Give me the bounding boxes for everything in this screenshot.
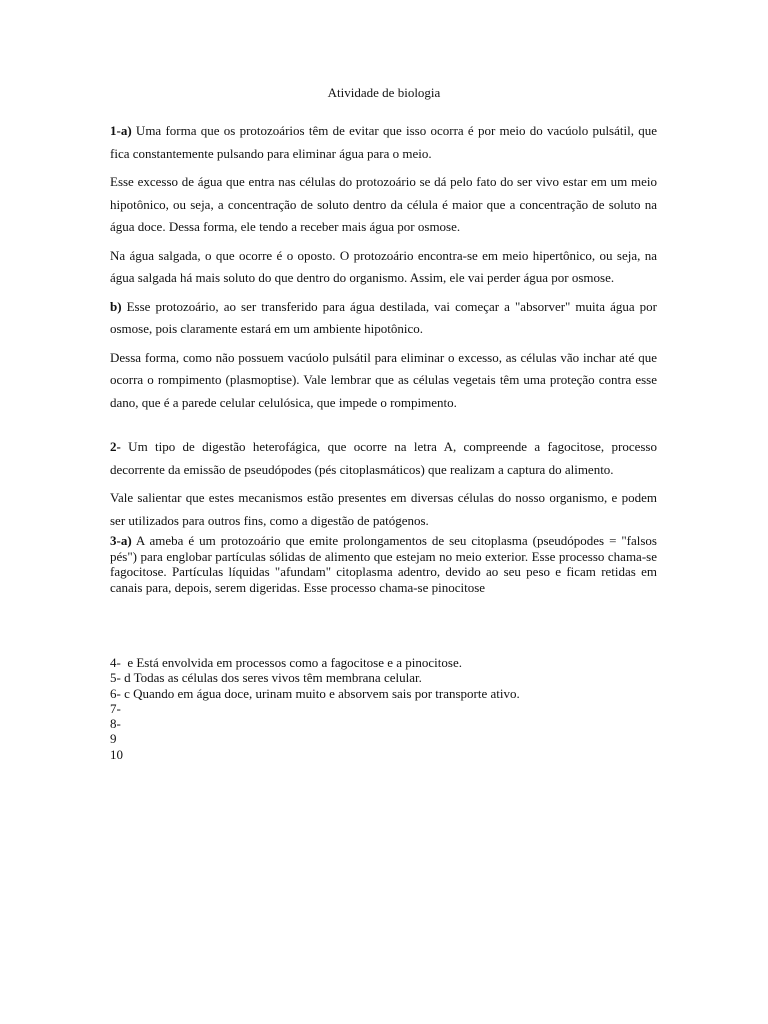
q1a-text-1: Uma forma que os protozoários têm de evitar que isso ocorra é por meio do vacúolo pulsátil, que fica constantemente pulsando para eliminar água para o meio. bbox=[110, 123, 657, 161]
q2-paragraph-1 bbox=[110, 436, 657, 481]
q1a-label: 1-a) bbox=[110, 123, 132, 138]
q1b-paragraph-2: Dessa forma, como não possuem vacúolo pulsátil para eliminar o excesso, as células vão inchar até que ocorra o rompimento (plasmoptise). Vale lembrar que as células vegetais têm uma proteção contra esse dano, que é a parede celular celulósica, que impede o rompimento. bbox=[110, 349, 657, 410]
answer-line-8: 8- bbox=[110, 716, 121, 732]
q3a-label: 3-a) bbox=[110, 533, 132, 548]
document-body bbox=[110, 120, 657, 595]
q1a-paragraph-1 bbox=[110, 120, 657, 165]
answer-line-5: 5- d Todas as células dos seres vivos têm membrana celular. bbox=[110, 670, 422, 686]
q2-text-1: Um tipo de digestão heterofágica, que ocorre na letra A, compreende a fagocitose, processo decorrente da emissão de pseudópodes (pés citoplasmáticos) que realizam a captura do alimento. bbox=[110, 439, 657, 477]
q3a-paragraph bbox=[110, 533, 657, 595]
q2-paragraph-2: Vale salientar que estes mecanismos estão presentes em diversas células do nosso organismo, e podem ser utilizados para outros fins, como a digestão de patógenos. bbox=[110, 490, 657, 528]
q1a-paragraph-2: Esse excesso de água que entra nas células do protozoário se dá pelo fato do ser vivo estar em um meio hipotônico, ou seja, a concentração de soluto dentro da célula é maior que a concentração de soluto na água doce. Dessa forma, ele tendo a receber mais água por osmose. bbox=[110, 174, 657, 234]
answer-list bbox=[110, 655, 657, 762]
answer-line-10: 10 bbox=[110, 746, 123, 762]
q2-label: 2- bbox=[110, 439, 121, 454]
q1b-label: b) bbox=[110, 298, 122, 314]
answer-line-6: 6- c Quando em água doce, urinam muito e absorvem sais por transporte ativo. bbox=[110, 685, 520, 701]
q1a-paragraph-3: Na água salgada, o que ocorre é o oposto. O protozoário encontra-se em meio hipertônico, ou seja, na água salgada há mais soluto do que dentro do organismo. Assim, ele vai perder água por osmose. bbox=[110, 247, 657, 285]
q1b-paragraph-1 bbox=[110, 296, 657, 341]
answer-line-9: 9 bbox=[110, 731, 117, 747]
document-title: Atividade de biologia bbox=[327, 85, 441, 100]
q3a-text: A ameba é um protozoário que emite prolongamentos de seu citoplasma (pseudópodes = "falsos pés") para englobar partículas sólidas de alimento que estejam no meio exterior. Esse processo chama-se fagocitose. Partículas líquidas "afundam" citoplasma adentro, devido ao seu peso e ficam retidas em canais para, depois, serem digeridas. Esse processo chama-se pinocitose bbox=[110, 533, 657, 595]
answer-line-4: 4- e Está envolvida em processos como a fagocitose e a pinocitose. bbox=[110, 655, 462, 670]
answer-line-7: 7- bbox=[110, 700, 121, 716]
q1b-text-1: Esse protozoário, ao ser transferido para água destilada, vai começar a "absorver" muita água por osmose, pois claramente estará em um ambiente hipotônico. bbox=[110, 298, 657, 336]
